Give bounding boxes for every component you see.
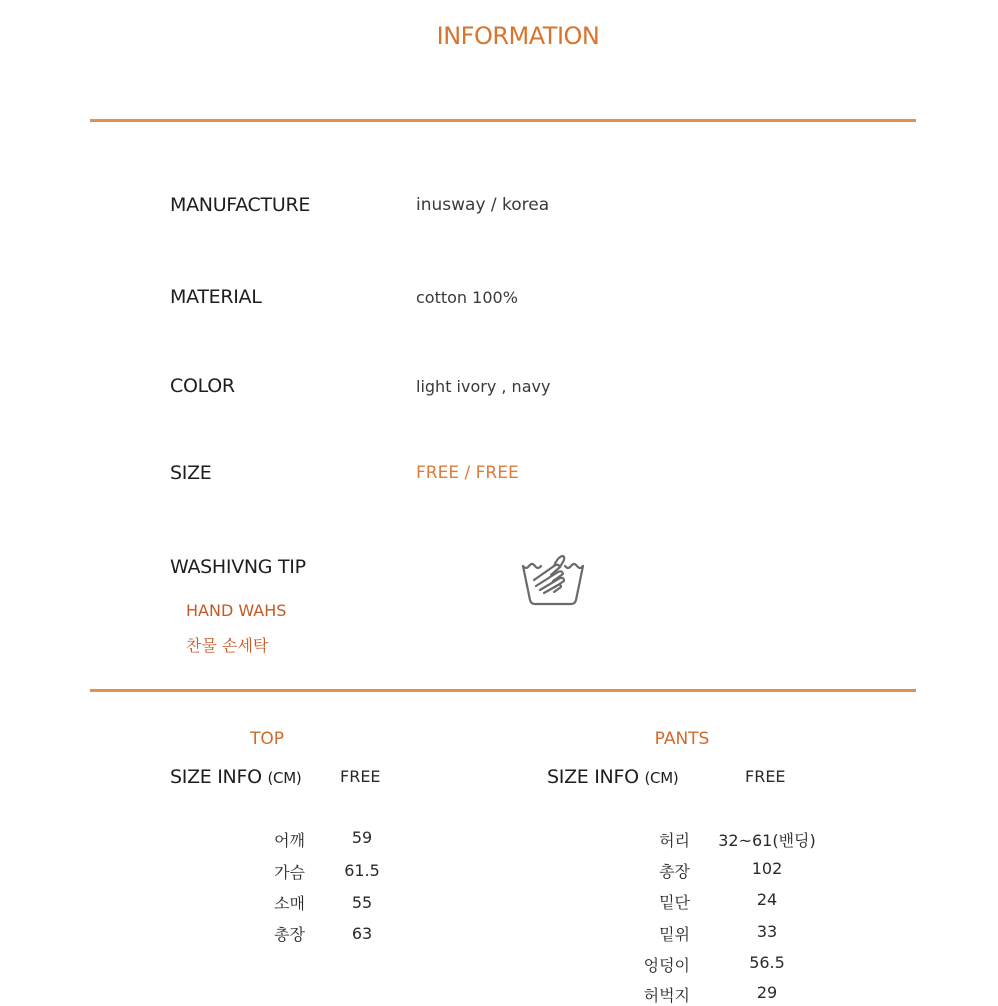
pants-row-name: 밑단 bbox=[659, 893, 690, 912]
top-free-header: FREE bbox=[340, 767, 381, 786]
size-value: FREE / FREE bbox=[416, 463, 519, 483]
top-row-name: 소매 bbox=[274, 894, 305, 913]
color-value: light ivory , navy bbox=[416, 377, 551, 396]
material-label: MATERIAL bbox=[170, 286, 262, 308]
manufacture-value: inusway / korea bbox=[416, 195, 550, 215]
color-label: COLOR bbox=[170, 375, 235, 397]
pants-unit: (CM) bbox=[644, 769, 679, 787]
pants-row-name: 허리 bbox=[659, 831, 690, 850]
pants-size-info-label bbox=[547, 766, 678, 788]
pants-heading: PANTS bbox=[654, 729, 710, 749]
top-row-value: 63 bbox=[351, 924, 373, 943]
top-row-value: 59 bbox=[351, 828, 373, 847]
washing-tip-label: WASHIVNG TIP bbox=[170, 556, 306, 578]
pants-row-name: 허벅지 bbox=[643, 986, 690, 1005]
pants-free-header: FREE bbox=[745, 767, 786, 786]
top-row-value: 55 bbox=[351, 893, 373, 912]
top-heading: TOP bbox=[249, 729, 285, 749]
top-row-name: 어깨 bbox=[274, 831, 305, 850]
size-label: SIZE bbox=[170, 462, 212, 484]
top-divider bbox=[90, 119, 916, 122]
pants-row-value: 32~61(밴딩) bbox=[718, 831, 816, 850]
pants-row-value: 102 bbox=[751, 859, 783, 878]
pants-row-name: 엉덩이 bbox=[643, 956, 690, 975]
top-row-value: 61.5 bbox=[344, 861, 380, 880]
top-row-name: 가슴 bbox=[274, 863, 305, 882]
pants-row-name: 밑위 bbox=[659, 925, 690, 944]
pants-row-value: 56.5 bbox=[749, 953, 785, 972]
top-row-name: 총장 bbox=[274, 925, 305, 944]
page-title: INFORMATION bbox=[436, 22, 600, 50]
material-value: cotton 100% bbox=[416, 288, 518, 307]
pants-row-value: 24 bbox=[756, 890, 778, 909]
washing-method-korean: 찬물 손세탁 bbox=[186, 636, 269, 655]
pants-row-value: 33 bbox=[756, 922, 778, 941]
washing-method: HAND WAHS bbox=[186, 601, 287, 620]
pants-row-value: 29 bbox=[756, 983, 778, 1002]
manufacture-label: MANUFACTURE bbox=[170, 194, 311, 216]
pants-size-info-text: SIZE INFO bbox=[547, 766, 639, 788]
top-size-info-text: SIZE INFO bbox=[170, 766, 262, 788]
top-size-info-label bbox=[170, 766, 301, 788]
pants-row-name: 총장 bbox=[659, 862, 690, 881]
top-unit: (CM) bbox=[267, 769, 302, 787]
hand-wash-icon bbox=[520, 550, 586, 608]
middle-divider bbox=[90, 689, 916, 692]
